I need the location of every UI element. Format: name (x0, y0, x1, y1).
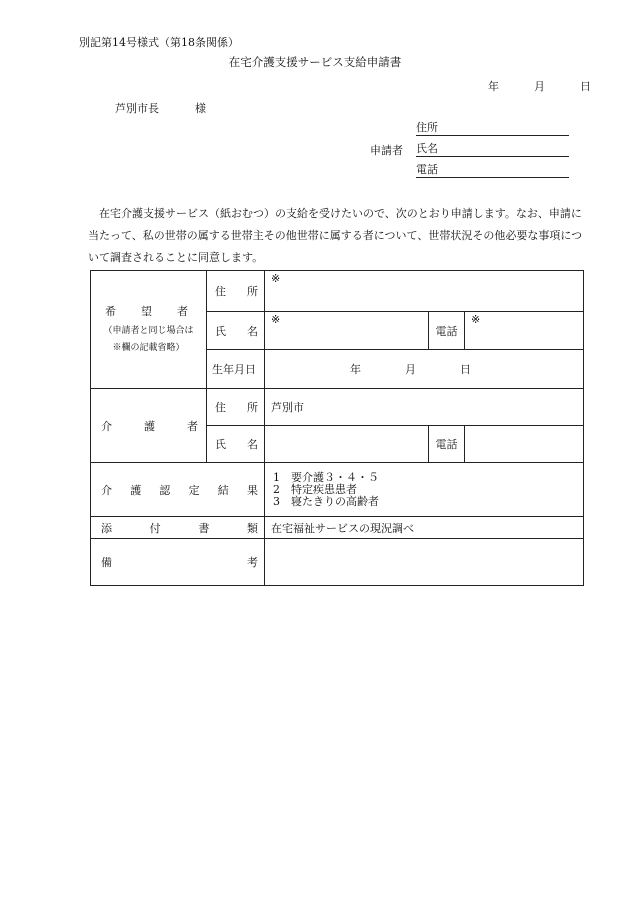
addressee-name: 芦別市長 (115, 102, 159, 115)
requester-label: 希 望 者 (105, 304, 188, 318)
certification-option-2[interactable]: 2 特定疾患患者 (273, 482, 357, 496)
remarks-label: 備 考 (101, 556, 258, 569)
caregiver-address-label-cell: 住 所 (207, 389, 265, 426)
caregiver-label: 介 護 者 (101, 419, 198, 433)
certification-option-3[interactable]: 3 寝たきりの高齢者 (273, 494, 379, 508)
requester-birth-field[interactable] (265, 350, 584, 389)
requester-address-label-cell: 住 所 (207, 271, 265, 312)
form-number: 別記第14号様式（第18条関係） (79, 36, 239, 49)
attachments-value: 在宅福祉サービスの現況調べ (265, 517, 584, 539)
applicant-address-field[interactable] (416, 119, 569, 136)
addressee (115, 100, 206, 116)
caregiver-address-field[interactable] (265, 389, 584, 426)
form-title: 在宅介護支援サービス支給申請書 (228, 55, 402, 69)
application-table (90, 270, 584, 586)
requester-note: （申請者と同じ場合は ※欄の記載省略） (103, 325, 194, 353)
date-day-label: 日 (580, 80, 591, 93)
requester-phone-mark: ※ (471, 313, 481, 326)
caregiver-name-label-cell: 氏 名 (207, 426, 265, 463)
remarks-label-cell (91, 539, 265, 586)
caregiver-name-field[interactable] (265, 426, 429, 463)
addressee-honorific: 様 (195, 102, 206, 115)
requester-name-field[interactable] (265, 312, 429, 350)
requester-label-cell (91, 271, 207, 389)
applicant-phone-label: 電話 (416, 163, 438, 176)
certification-label: 介 護 認 定 結 果 (101, 483, 258, 497)
requester-name-mark: ※ (271, 313, 281, 326)
caregiver-phone-field[interactable] (465, 426, 584, 463)
certification-options (265, 463, 584, 517)
date-year-label: 年 (488, 80, 499, 93)
certification-label-cell (91, 463, 265, 517)
applicant-name-field[interactable] (416, 140, 569, 157)
requester-address-field[interactable] (265, 271, 584, 312)
attachments-label-cell (91, 517, 265, 539)
applicant-address-label: 住所 (416, 121, 438, 134)
requester-address-mark: ※ (271, 272, 281, 285)
date-line (488, 78, 591, 94)
applicant-phone-field[interactable] (416, 161, 569, 178)
applicant-label: 申請者 (370, 144, 403, 157)
requester-name-label-cell: 氏 名 (207, 312, 265, 350)
attachments-label: 添 付 書 類 (101, 521, 258, 535)
caregiver-phone-label: 電話 (429, 426, 465, 463)
intro-text: 在宅介護支援サービス（紙おむつ）の支給を受けたいので、次のとおり申請します。なお、申請に当たって、私の世帯の属する世帯主その他世帯に属する者について、世帯状況その他必要な事項について調査されることに同意します。 (88, 207, 583, 264)
intro-paragraph (88, 203, 588, 269)
birth-day-label: 日 (460, 363, 471, 376)
remarks-field[interactable] (265, 539, 584, 586)
requester-phone-label: 電話 (429, 312, 465, 350)
requester-phone-field[interactable] (465, 312, 584, 350)
applicant-name-label: 氏名 (416, 142, 438, 155)
birth-year-label: 年 (350, 363, 361, 376)
requester-birth-label: 生年月日 (207, 350, 265, 389)
caregiver-address-value: 芦別市 (271, 401, 304, 414)
birth-month-label: 月 (405, 363, 416, 376)
date-month-label: 月 (534, 80, 545, 93)
certification-option-1[interactable]: 1 要介護３・４・５ (273, 470, 379, 484)
caregiver-label-cell (91, 389, 207, 463)
